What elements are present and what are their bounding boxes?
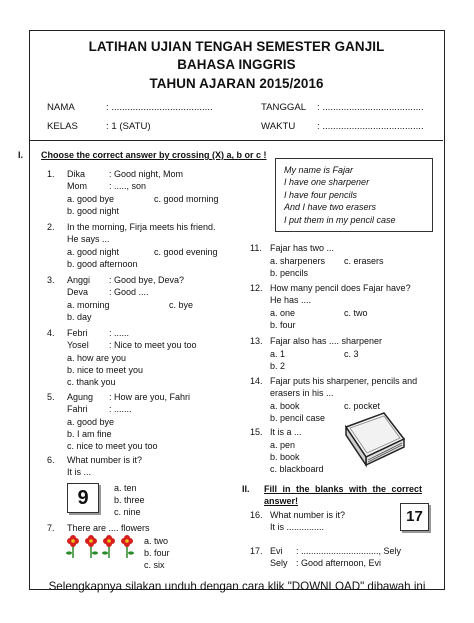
section1-title: Choose the correct answer by crossing (X) a, b or c !: [41, 150, 267, 160]
option-b[interactable]: b. good night: [67, 206, 120, 216]
flower-icon: [102, 535, 115, 558]
question-text: What number is it?: [67, 455, 143, 465]
option-c[interactable]: c. nice to meet you too: [67, 441, 158, 451]
picture-number: 9: [77, 487, 89, 509]
question-text: erasers in his ...: [270, 388, 334, 398]
option-c[interactable]: c. thank you: [67, 377, 116, 387]
option-a[interactable]: a. one: [270, 308, 296, 318]
number-card-picture: [400, 503, 429, 531]
question-number: 16.: [250, 510, 263, 520]
header-subject: BAHASA INGGRIS: [177, 57, 296, 72]
passage-line: I have four pencils: [284, 189, 358, 200]
nama-value[interactable]: : ......................................: [106, 102, 213, 113]
question-text: Fajar puts his sharpener, pencils and: [270, 376, 418, 386]
question-text: What number is it?: [270, 510, 346, 520]
kelas-label: KELAS: [47, 121, 78, 132]
speaker: Sely: [270, 558, 288, 568]
dialog-line: : Good night, Mom: [109, 169, 184, 179]
question-text: He has ....: [270, 295, 312, 305]
flower-icon: [85, 535, 98, 558]
number-card-picture: [67, 483, 99, 513]
picture-number: 17: [406, 508, 423, 525]
option-b[interactable]: b. book: [270, 452, 300, 462]
flower-icon: [66, 535, 79, 558]
section2-number: II.: [242, 484, 250, 494]
option-b[interactable]: b. good afternoon: [67, 259, 138, 269]
section2-title: Fill in the blanks with the correct: [264, 484, 423, 494]
option-a[interactable]: a. morning: [67, 300, 110, 310]
speaker: Mom: [67, 181, 87, 191]
option-b[interactable]: b. I am fine: [67, 429, 112, 439]
question-text: There are .... flowers: [67, 523, 150, 533]
question-number: 2.: [47, 222, 55, 232]
dialog-line: : How are you, Fahri: [109, 392, 191, 402]
speaker: Dika: [67, 169, 86, 179]
dialog-line: : ......: [109, 328, 130, 338]
worksheet-header: [30, 31, 443, 141]
question-number: 4.: [47, 328, 55, 338]
dialog-line: : Good bye, Deva?: [109, 275, 185, 285]
option-a[interactable]: a. good bye: [67, 194, 115, 204]
option-a[interactable]: a. 1: [270, 349, 286, 359]
speaker: Yosel: [67, 340, 89, 350]
header-year: TAHUN AJARAN 2015/2016: [149, 76, 324, 91]
option-b[interactable]: b. four: [144, 548, 170, 558]
flowers-picture: [65, 535, 137, 559]
speaker: Anggi: [67, 275, 91, 285]
speaker: Evi: [270, 546, 283, 556]
option-a[interactable]: a. two: [144, 536, 169, 546]
section2-title: answer!: [264, 496, 299, 506]
tanggal-value[interactable]: : ......................................: [317, 102, 424, 113]
question-text: How many pencil does Fajar have?: [270, 283, 411, 293]
option-c[interactable]: c. good morning: [154, 194, 219, 204]
kelas-value: : 1 (SATU): [106, 121, 151, 132]
reading-passage: [275, 158, 433, 232]
option-b[interactable]: b. nice to meet you: [67, 365, 144, 375]
dialog-line: : Nice to meet you too: [109, 340, 197, 350]
question-number: 12.: [250, 283, 263, 293]
passage-line: My name is Fajar: [284, 165, 354, 175]
option-c[interactable]: c. blackboard: [270, 464, 324, 474]
option-a[interactable]: a. good night: [67, 247, 120, 257]
question-number: 14.: [250, 376, 263, 386]
option-a[interactable]: a. how are you: [67, 353, 127, 363]
question-text: He says ...: [67, 234, 110, 244]
option-b[interactable]: b. day: [67, 312, 92, 322]
option-c[interactable]: c. erasers: [344, 256, 384, 266]
waktu-value[interactable]: : ......................................: [317, 121, 424, 132]
option-c[interactable]: c. 3: [344, 349, 359, 359]
option-c[interactable]: c. bye: [169, 300, 194, 310]
option-c[interactable]: c. two: [344, 308, 368, 318]
option-b[interactable]: b. pencils: [270, 268, 309, 278]
download-notice: Selengkapnya silakan unduh dengan cara klik "DOWNLOAD" dibawah ini: [48, 580, 426, 593]
question-text: Fajar also has .... sharpener: [270, 336, 383, 346]
speaker: Febri: [67, 328, 88, 338]
option-a[interactable]: a. sharpeners: [270, 256, 326, 266]
dialog-line: : Good ....: [109, 287, 149, 297]
question-number: 6.: [47, 455, 55, 465]
dialog-line: : .......: [109, 404, 132, 414]
option-b[interactable]: b. pencil case: [270, 413, 326, 423]
option-b[interactable]: b. 2: [270, 361, 286, 371]
passage-line: I have one sharpener: [284, 177, 370, 188]
option-c[interactable]: c. good evening: [154, 247, 218, 257]
dialog-line: : ....., son: [109, 181, 147, 191]
question-number: 11.: [250, 243, 262, 253]
question-number: 5.: [47, 392, 55, 402]
question-number: 13.: [250, 336, 263, 346]
question-text: In the morning, Firja meets his friend.: [67, 222, 216, 232]
question-number: 15.: [250, 427, 263, 437]
question-text: It is ...: [67, 467, 92, 477]
book-icon: [340, 405, 408, 471]
question-text: Fajar has two ...: [270, 243, 335, 253]
question-number: 17.: [250, 546, 263, 556]
nama-label: NAMA: [47, 102, 75, 113]
question-number: 3.: [47, 275, 55, 285]
option-a[interactable]: a. book: [270, 401, 300, 411]
question-number: 7.: [47, 523, 55, 533]
flower-icon: [121, 535, 134, 558]
answer-blank[interactable]: : ..............................., Sely: [296, 546, 402, 556]
passage-line: I put them in my pencil case: [284, 214, 396, 225]
question-number: 1.: [47, 169, 55, 179]
speaker: Deva: [67, 287, 89, 297]
option-c[interactable]: c. pocket: [344, 401, 381, 411]
option-a[interactable]: a. good bye: [67, 417, 115, 427]
worksheet: [18, 30, 445, 590]
section1-number: I.: [18, 150, 24, 160]
question-text: It is a ...: [270, 427, 302, 437]
answer-blank[interactable]: It is ...............: [270, 522, 325, 532]
option-b[interactable]: b. four: [270, 320, 296, 330]
speaker: Fahri: [67, 404, 88, 414]
option-c[interactable]: c. six: [144, 560, 165, 570]
header-title: LATIHAN UJIAN TENGAH SEMESTER GANJIL: [88, 39, 385, 54]
option-b[interactable]: b. three: [114, 495, 145, 505]
waktu-label: WAKTU: [261, 121, 296, 132]
option-a[interactable]: a. ten: [114, 483, 137, 493]
option-a[interactable]: a. pen: [270, 440, 296, 450]
dialog-line: : Good afternoon, Evi: [296, 558, 382, 568]
speaker: Agung: [67, 392, 94, 402]
passage-line: And I have two erasers: [284, 202, 377, 213]
option-c[interactable]: c. nine: [114, 507, 141, 517]
tanggal-label: TANGGAL: [261, 102, 307, 113]
